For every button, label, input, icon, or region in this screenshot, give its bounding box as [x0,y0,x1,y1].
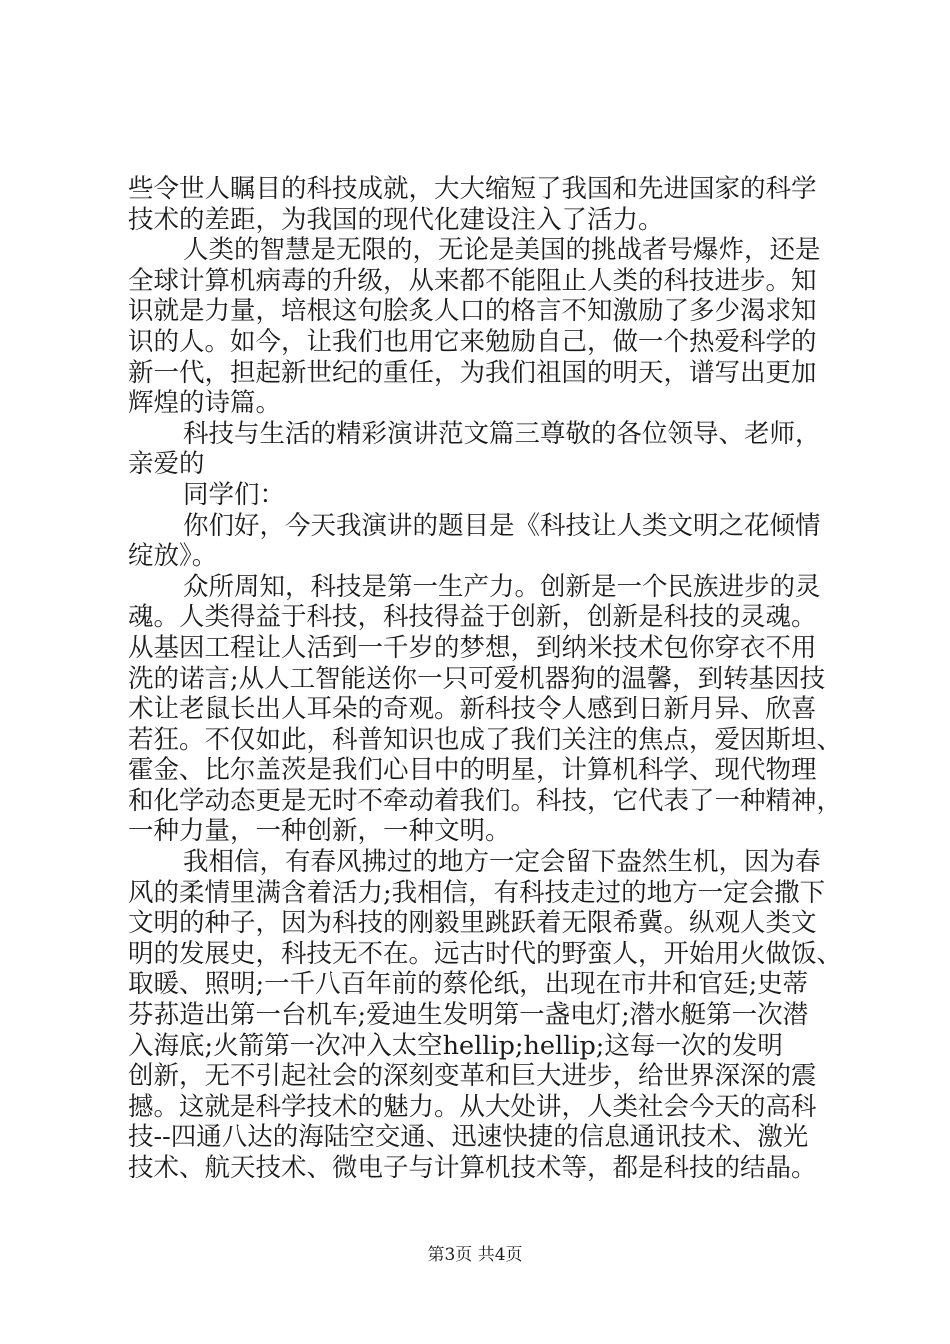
text-line: 和化学动态更是无时不牵动着我们。科技，它代表了一种精神， [128,785,843,816]
text-line: 魂。人类得益于科技，科技得益于创新，创新是科技的灵魂。 [128,602,817,633]
text-line: 明的发展史，科技无不在。远古时代的野蛮人，开始用火做饭、 [128,938,843,969]
text-line: 识的人。如今，让我们也用它来勉励自己，做一个热爱科学的 [128,326,817,357]
text-line: 辉煌的诗篇。 [128,388,282,419]
paragraph-start-line: 人类的智慧是无限的，无论是美国的挑战者号爆炸，还是 [183,235,821,266]
paragraph-start-line: 众所周知，科技是第一生产力。创新是一个民族进步的灵 [183,571,821,602]
text-line: 一种力量，一种创新，一种文明。 [128,816,511,847]
paragraph-start-line: 科技与生活的精彩演讲范文篇三尊敬的各位领导、老师， [183,418,821,449]
text-line: 风的柔情里满含着活力;我相信，有科技走过的地方一定会撒下 [128,877,826,908]
text-line: 技--四通八达的海陆空交通、迅速快捷的信息通讯技术、激光 [128,1122,809,1153]
text-line: 技术的差距，为我国的现代化建设注入了活力。 [128,204,664,235]
text-line: 绽放》。 [128,541,218,572]
text-line: 全球计算机病毒的升级，从来都不能阻止人类的科技进步。知 [128,265,817,296]
body-text [128,174,843,1184]
text-line: 撼。这就是科学技术的魅力。从大处讲，人类社会今天的高科 [128,1091,817,1122]
text-line: 创新，无不引起社会的深刻变革和巨大进步，给世界深深的震 [128,1061,817,1092]
text-line: 新一代，担起新世纪的重任，为我们祖国的明天，谱写出更加 [128,357,817,388]
text-line: 霍金、比尔盖茨是我们心目中的明星，计算机科学、现代物理 [128,755,817,786]
text-line: 术让老鼠长出人耳朵的奇观。新科技令人感到日新月异、欣喜 [128,694,817,725]
paragraph-start-line: 你们好，今天我演讲的题目是《科技让人类文明之花倾情 [183,510,821,541]
text-line: 若狂。不仅如此，科普知识也成了我们关注的焦点，爱因斯坦、 [128,724,843,755]
text-line: 些令世人瞩目的科技成就，大大缩短了我国和先进国家的科学 [128,174,817,204]
paragraph-start-line: 同学们： [183,479,286,510]
page-number-footer: 第3页 共4页 [427,1245,523,1265]
text-line: 入海底;火箭第一次冲入太空hellip;hellip;这每一次的发明 [128,1030,783,1061]
text-line: 洗的诺言;从人工智能送你一只可爱机器狗的温馨，到转基因技 [128,663,826,694]
text-line: 技术、航天技术、微电子与计算机技术等，都是科技的结晶。 [128,1153,817,1183]
text-line: 芬荪造出第一台机车;爱迪生发明第一盏电灯;潜水艇第一次潜 [128,1000,809,1031]
text-line: 文明的种子，因为科技的刚毅里跳跃着无限希冀。纵观人类文 [128,908,817,939]
text-line: 从基因工程让人活到一千岁的梦想，到纳米技术包你穿衣不用 [128,632,817,663]
paragraph-start-line: 我相信，有春风拂过的地方一定会留下盎然生机，因为春 [183,847,821,878]
text-line: 识就是力量，培根这句脍炙人口的格言不知激励了多少渴求知 [128,296,817,327]
text-line: 亲爱的 [128,449,205,480]
text-line: 取暖、照明;一千八百年前的蔡伦纸，出现在市井和官廷;史蒂 [128,969,809,1000]
